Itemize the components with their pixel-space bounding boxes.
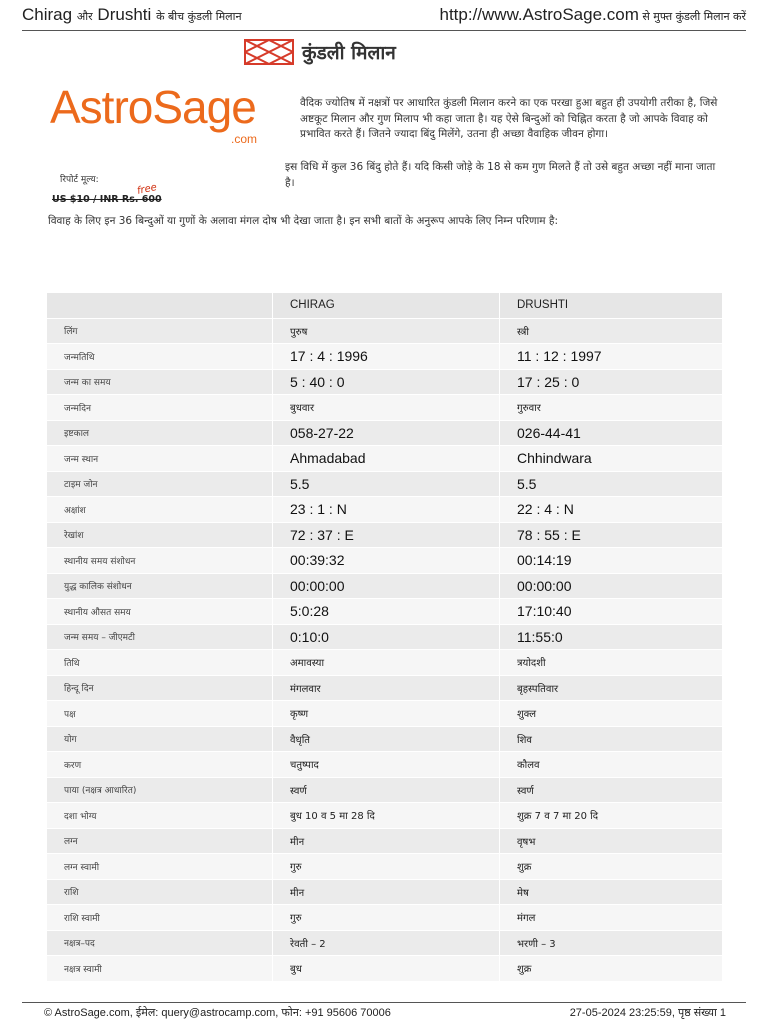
price-label: रिपोर्ट मूल्य: bbox=[60, 175, 99, 185]
page-footer bbox=[22, 1002, 746, 1020]
row-value-chirag: 00:00:00 bbox=[273, 573, 500, 599]
row-value-drushti: 78 : 55 : E bbox=[500, 522, 723, 548]
row-value-chirag: स्वर्ण bbox=[273, 777, 500, 803]
row-value-chirag: कृष्ण bbox=[273, 701, 500, 727]
row-label: रेखांश bbox=[47, 522, 273, 548]
footer-contact: © AstroSage.com, ईमेल: query@astrocamp.com, फोन: +91 95606 70006 bbox=[44, 1007, 391, 1019]
header-name1: Chirag bbox=[22, 5, 73, 24]
row-value-drushti: शुक्र bbox=[500, 956, 723, 982]
row-value-chirag: रेवती – 2 bbox=[273, 930, 500, 956]
row-label: युद्ध कालिक संशोधन bbox=[47, 573, 273, 599]
table-row bbox=[47, 854, 723, 880]
row-value-chirag: मीन bbox=[273, 879, 500, 905]
row-value-chirag: बुध 10 व 5 मा 28 दि bbox=[273, 803, 500, 829]
row-value-drushti: 026-44-41 bbox=[500, 420, 723, 446]
row-value-chirag: 17 : 4 : 1996 bbox=[273, 344, 500, 370]
row-value-chirag: गुरु bbox=[273, 905, 500, 931]
table-row bbox=[47, 344, 723, 370]
row-value-drushti: 17:10:40 bbox=[500, 599, 723, 625]
table-header-person1: CHIRAG bbox=[273, 293, 500, 319]
row-value-drushti: त्रयोदशी bbox=[500, 650, 723, 676]
intro-paragraph: वैदिक ज्योतिष में नक्षत्रों पर आधारित कुंडली मिलान करने का एक परखा हुआ बहुत ही उपयोगी तरीका है, जिसे अष्टकूट मिलान और गुण मिलाप भी कहा जाता है। यह ऐसे बिन्दुओं को चिह्नित करता है जो आपके विवाह को प्रभावित करते हैं। जितने ज्यादा बिंदु मिलेंगे, उतना ही अच्छा वैवाहिक जीवन होगा। bbox=[300, 97, 718, 140]
row-label: पाया (नक्षत्र आधारित) bbox=[47, 777, 273, 803]
table-row bbox=[47, 420, 723, 446]
row-value-chirag: 5 : 40 : 0 bbox=[273, 369, 500, 395]
table-row bbox=[47, 726, 723, 752]
row-value-drushti: शुक्र 7 व 7 मा 20 दि bbox=[500, 803, 723, 829]
row-value-drushti: मंगल bbox=[500, 905, 723, 931]
table-row bbox=[47, 777, 723, 803]
row-label: जन्म का समय bbox=[47, 369, 273, 395]
row-label: लिंग bbox=[47, 318, 273, 344]
table-row bbox=[47, 905, 723, 931]
table-row bbox=[47, 573, 723, 599]
row-label: नक्षत्र–पद bbox=[47, 930, 273, 956]
row-label: करण bbox=[47, 752, 273, 778]
table-row bbox=[47, 599, 723, 625]
row-label: जन्मदिन bbox=[47, 395, 273, 421]
row-label: टाइम जोन bbox=[47, 471, 273, 497]
row-value-drushti: भरणी – 3 bbox=[500, 930, 723, 956]
row-value-chirag: मीन bbox=[273, 828, 500, 854]
row-label: जन्मतिथि bbox=[47, 344, 273, 370]
table-row bbox=[47, 879, 723, 905]
row-value-chirag: 00:39:32 bbox=[273, 548, 500, 574]
table-row bbox=[47, 701, 723, 727]
kundli-chart-icon bbox=[244, 38, 294, 66]
row-value-drushti: 00:00:00 bbox=[500, 573, 723, 599]
kundli-details-table bbox=[46, 292, 723, 982]
astrosage-logo bbox=[50, 82, 275, 152]
table-row bbox=[47, 471, 723, 497]
header-name2: Drushti bbox=[97, 5, 152, 24]
price-free-stamp: free bbox=[136, 182, 158, 197]
row-value-chirag: 058-27-22 bbox=[273, 420, 500, 446]
row-label: स्थानीय समय संशोधन bbox=[47, 548, 273, 574]
table-row bbox=[47, 803, 723, 829]
row-value-drushti: शुक्ल bbox=[500, 701, 723, 727]
row-value-chirag: 0:10:0 bbox=[273, 624, 500, 650]
row-value-drushti: 00:14:19 bbox=[500, 548, 723, 574]
row-value-chirag: अमावस्या bbox=[273, 650, 500, 676]
row-value-drushti: 5.5 bbox=[500, 471, 723, 497]
row-value-drushti: Chhindwara bbox=[500, 446, 723, 472]
table-row bbox=[47, 522, 723, 548]
row-value-chirag: गुरु bbox=[273, 854, 500, 880]
table-row bbox=[47, 369, 723, 395]
row-value-drushti: 11 : 12 : 1997 bbox=[500, 344, 723, 370]
table-row bbox=[47, 318, 723, 344]
table-row bbox=[47, 624, 723, 650]
header-url[interactable]: http://www.AstroSage.com bbox=[439, 5, 639, 24]
row-label: लग्न स्वामी bbox=[47, 854, 273, 880]
table-row bbox=[47, 446, 723, 472]
row-value-drushti: शुक्र bbox=[500, 854, 723, 880]
row-value-drushti: 22 : 4 : N bbox=[500, 497, 723, 523]
row-value-chirag: 23 : 1 : N bbox=[273, 497, 500, 523]
intro-paragraph-2: इस विधि में कुल 36 बिंदु होते हैं। यदि किसी जोड़े के 18 से कम गुण मिलते हैं तो उसे बहुत अच्छा नहीं माना जाता है। bbox=[285, 161, 716, 189]
header-and: और bbox=[76, 10, 93, 23]
row-value-drushti: वृषभ bbox=[500, 828, 723, 854]
row-label: राशि स्वामी bbox=[47, 905, 273, 931]
row-label: स्थानीय औसत समय bbox=[47, 599, 273, 625]
table-header-person2: DRUSHTI bbox=[500, 293, 723, 319]
row-value-chirag: पुरुष bbox=[273, 318, 500, 344]
table-row bbox=[47, 395, 723, 421]
row-label: योग bbox=[47, 726, 273, 752]
row-label: इष्टकाल bbox=[47, 420, 273, 446]
row-value-chirag: 5:0:28 bbox=[273, 599, 500, 625]
row-value-drushti: स्त्री bbox=[500, 318, 723, 344]
header-free-text: से मुफ्त कुंडली मिलान करें bbox=[642, 10, 746, 23]
header-title bbox=[22, 5, 242, 25]
page-title: कुंडली मिलान bbox=[302, 42, 396, 64]
table-row bbox=[47, 497, 723, 523]
row-value-drushti: कौलव bbox=[500, 752, 723, 778]
row-value-chirag: Ahmadabad bbox=[273, 446, 500, 472]
row-label: जन्म स्थान bbox=[47, 446, 273, 472]
price-value: US $10 / INR Rs. 600 bbox=[52, 194, 162, 205]
row-label: दशा भोग्य bbox=[47, 803, 273, 829]
row-value-drushti: 17 : 25 : 0 bbox=[500, 369, 723, 395]
table-row bbox=[47, 956, 723, 982]
table-row bbox=[47, 930, 723, 956]
table-row bbox=[47, 548, 723, 574]
row-value-chirag: 72 : 37 : E bbox=[273, 522, 500, 548]
table-row bbox=[47, 828, 723, 854]
table-row bbox=[47, 752, 723, 778]
row-label: पक्ष bbox=[47, 701, 273, 727]
row-value-chirag: बुधवार bbox=[273, 395, 500, 421]
row-label: राशि bbox=[47, 879, 273, 905]
row-label: हिन्दू दिन bbox=[47, 675, 273, 701]
row-value-chirag: 5.5 bbox=[273, 471, 500, 497]
row-value-drushti: मेष bbox=[500, 879, 723, 905]
lead-text: विवाह के लिए इन 36 बिन्दुओं या गुणों के अलावा मंगल दोष भी देखा जाता है। इन सभी बातों के अनुरूप आपके लिए निम्न परिणाम है: bbox=[48, 215, 559, 227]
logo-text: AstroSage bbox=[50, 81, 256, 133]
header-between: के बीच कुंडली मिलान bbox=[156, 10, 242, 23]
row-value-chirag: बुध bbox=[273, 956, 500, 982]
row-value-drushti: शिव bbox=[500, 726, 723, 752]
footer-date-page: 27-05-2024 23:25:59, पृष्ठ संख्या 1 bbox=[569, 1007, 726, 1019]
row-label: नक्षत्र स्वामी bbox=[47, 956, 273, 982]
row-value-drushti: स्वर्ण bbox=[500, 777, 723, 803]
row-value-chirag: मंगलवार bbox=[273, 675, 500, 701]
row-value-drushti: बृहस्पतिवार bbox=[500, 675, 723, 701]
section-title bbox=[244, 38, 396, 66]
header-link-block bbox=[440, 5, 747, 25]
row-value-chirag: चतुष्पाद bbox=[273, 752, 500, 778]
row-label: जन्म समय – जीएमटी bbox=[47, 624, 273, 650]
table-header-blank bbox=[47, 293, 273, 319]
row-label: तिथि bbox=[47, 650, 273, 676]
table-row bbox=[47, 650, 723, 676]
page-header bbox=[22, 0, 746, 31]
row-value-chirag: वैधृति bbox=[273, 726, 500, 752]
logo-subtext: .com bbox=[230, 132, 257, 146]
row-label: लग्न bbox=[47, 828, 273, 854]
row-value-drushti: 11:55:0 bbox=[500, 624, 723, 650]
table-row bbox=[47, 675, 723, 701]
row-value-drushti: गुरुवार bbox=[500, 395, 723, 421]
row-label: अक्षांश bbox=[47, 497, 273, 523]
